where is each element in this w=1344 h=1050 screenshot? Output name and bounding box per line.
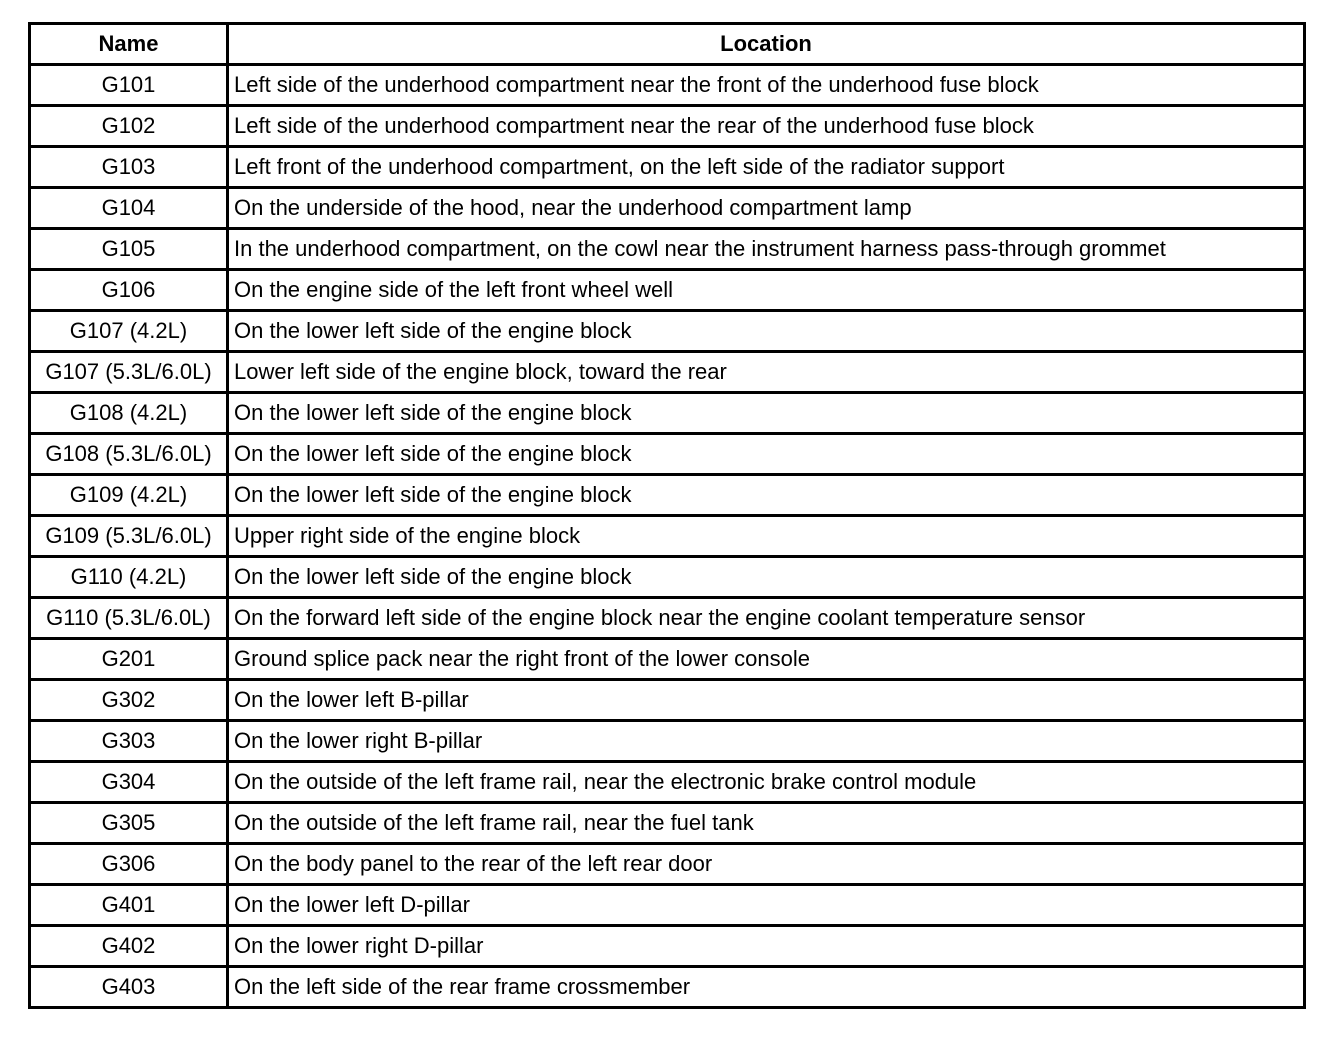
ground-location-cell: Ground splice pack near the right front of the lower console (229, 640, 1303, 681)
ground-location-cell: On the lower right B-pillar (229, 722, 1303, 763)
table-row (31, 353, 1303, 394)
table-row (31, 804, 1303, 845)
table-row (31, 107, 1303, 148)
ground-name-cell: G102 (31, 107, 229, 148)
ground-location-cell: On the engine side of the left front wheel well (229, 271, 1303, 312)
ground-location-cell: Upper right side of the engine block (229, 517, 1303, 558)
ground-name-cell: G403 (31, 968, 229, 1006)
table-row (31, 763, 1303, 804)
ground-name-cell: G103 (31, 148, 229, 189)
ground-location-cell: Lower left side of the engine block, toward the rear (229, 353, 1303, 394)
ground-name-cell: G305 (31, 804, 229, 845)
table-row (31, 189, 1303, 230)
table-row (31, 476, 1303, 517)
ground-location-cell: On the body panel to the rear of the left rear door (229, 845, 1303, 886)
ground-location-cell: On the lower left side of the engine block (229, 312, 1303, 353)
ground-name-cell: G302 (31, 681, 229, 722)
table-body (31, 66, 1303, 1006)
ground-location-cell: Left side of the underhood compartment near the front of the underhood fuse block (229, 66, 1303, 107)
table-row (31, 148, 1303, 189)
ground-name-cell: G303 (31, 722, 229, 763)
table-row (31, 271, 1303, 312)
ground-location-cell: On the lower left B-pillar (229, 681, 1303, 722)
ground-name-cell: G107 (5.3L/6.0L) (31, 353, 229, 394)
ground-locations-table (28, 22, 1306, 1009)
table-row (31, 558, 1303, 599)
ground-name-cell: G101 (31, 66, 229, 107)
table-row (31, 681, 1303, 722)
table-row (31, 230, 1303, 271)
table-row (31, 722, 1303, 763)
table-header-row (31, 25, 1303, 66)
ground-name-cell: G201 (31, 640, 229, 681)
ground-name-cell: G107 (4.2L) (31, 312, 229, 353)
ground-name-cell: G105 (31, 230, 229, 271)
table-row (31, 435, 1303, 476)
table-row (31, 517, 1303, 558)
ground-name-cell: G104 (31, 189, 229, 230)
table-row (31, 927, 1303, 968)
ground-location-cell: Left side of the underhood compartment near the rear of the underhood fuse block (229, 107, 1303, 148)
ground-location-cell: On the outside of the left frame rail, near the electronic brake control module (229, 763, 1303, 804)
table-row (31, 394, 1303, 435)
ground-name-cell: G110 (4.2L) (31, 558, 229, 599)
location-column-header: Location (229, 25, 1303, 66)
ground-location-cell: On the lower left D-pillar (229, 886, 1303, 927)
ground-name-cell: G109 (5.3L/6.0L) (31, 517, 229, 558)
ground-location-cell: Left front of the underhood compartment, on the left side of the radiator support (229, 148, 1303, 189)
table-row (31, 599, 1303, 640)
ground-location-cell: On the underside of the hood, near the underhood compartment lamp (229, 189, 1303, 230)
ground-name-cell: G106 (31, 271, 229, 312)
name-column-header: Name (31, 25, 229, 66)
ground-name-cell: G306 (31, 845, 229, 886)
ground-name-cell: G304 (31, 763, 229, 804)
ground-name-cell: G108 (4.2L) (31, 394, 229, 435)
table-row (31, 845, 1303, 886)
ground-location-cell: On the lower left side of the engine block (229, 558, 1303, 599)
table-row (31, 312, 1303, 353)
ground-location-cell: On the outside of the left frame rail, near the fuel tank (229, 804, 1303, 845)
ground-location-cell: On the left side of the rear frame crossmember (234, 974, 691, 999)
table-row (31, 968, 1303, 1006)
ground-name-cell: G401 (31, 886, 229, 927)
ground-name-cell: G108 (5.3L/6.0L) (31, 435, 229, 476)
ground-location-cell: In the underhood compartment, on the cowl near the instrument harness pass-through grommet (229, 230, 1303, 271)
ground-location-cell: On the forward left side of the engine block near the engine coolant temperature sensor (229, 599, 1303, 640)
table-row (31, 66, 1303, 107)
ground-location-cell: On the lower right D-pillar (229, 927, 1303, 968)
table-row (31, 886, 1303, 927)
ground-location-cell: On the lower left side of the engine block (229, 476, 1303, 517)
ground-name-cell: G402 (31, 927, 229, 968)
ground-name-cell: G109 (4.2L) (31, 476, 229, 517)
ground-name-cell: G110 (5.3L/6.0L) (31, 599, 229, 640)
ground-location-cell: On the lower left side of the engine block (229, 394, 1303, 435)
ground-location-cell: On the lower left side of the engine block (229, 435, 1303, 476)
table-row (31, 640, 1303, 681)
